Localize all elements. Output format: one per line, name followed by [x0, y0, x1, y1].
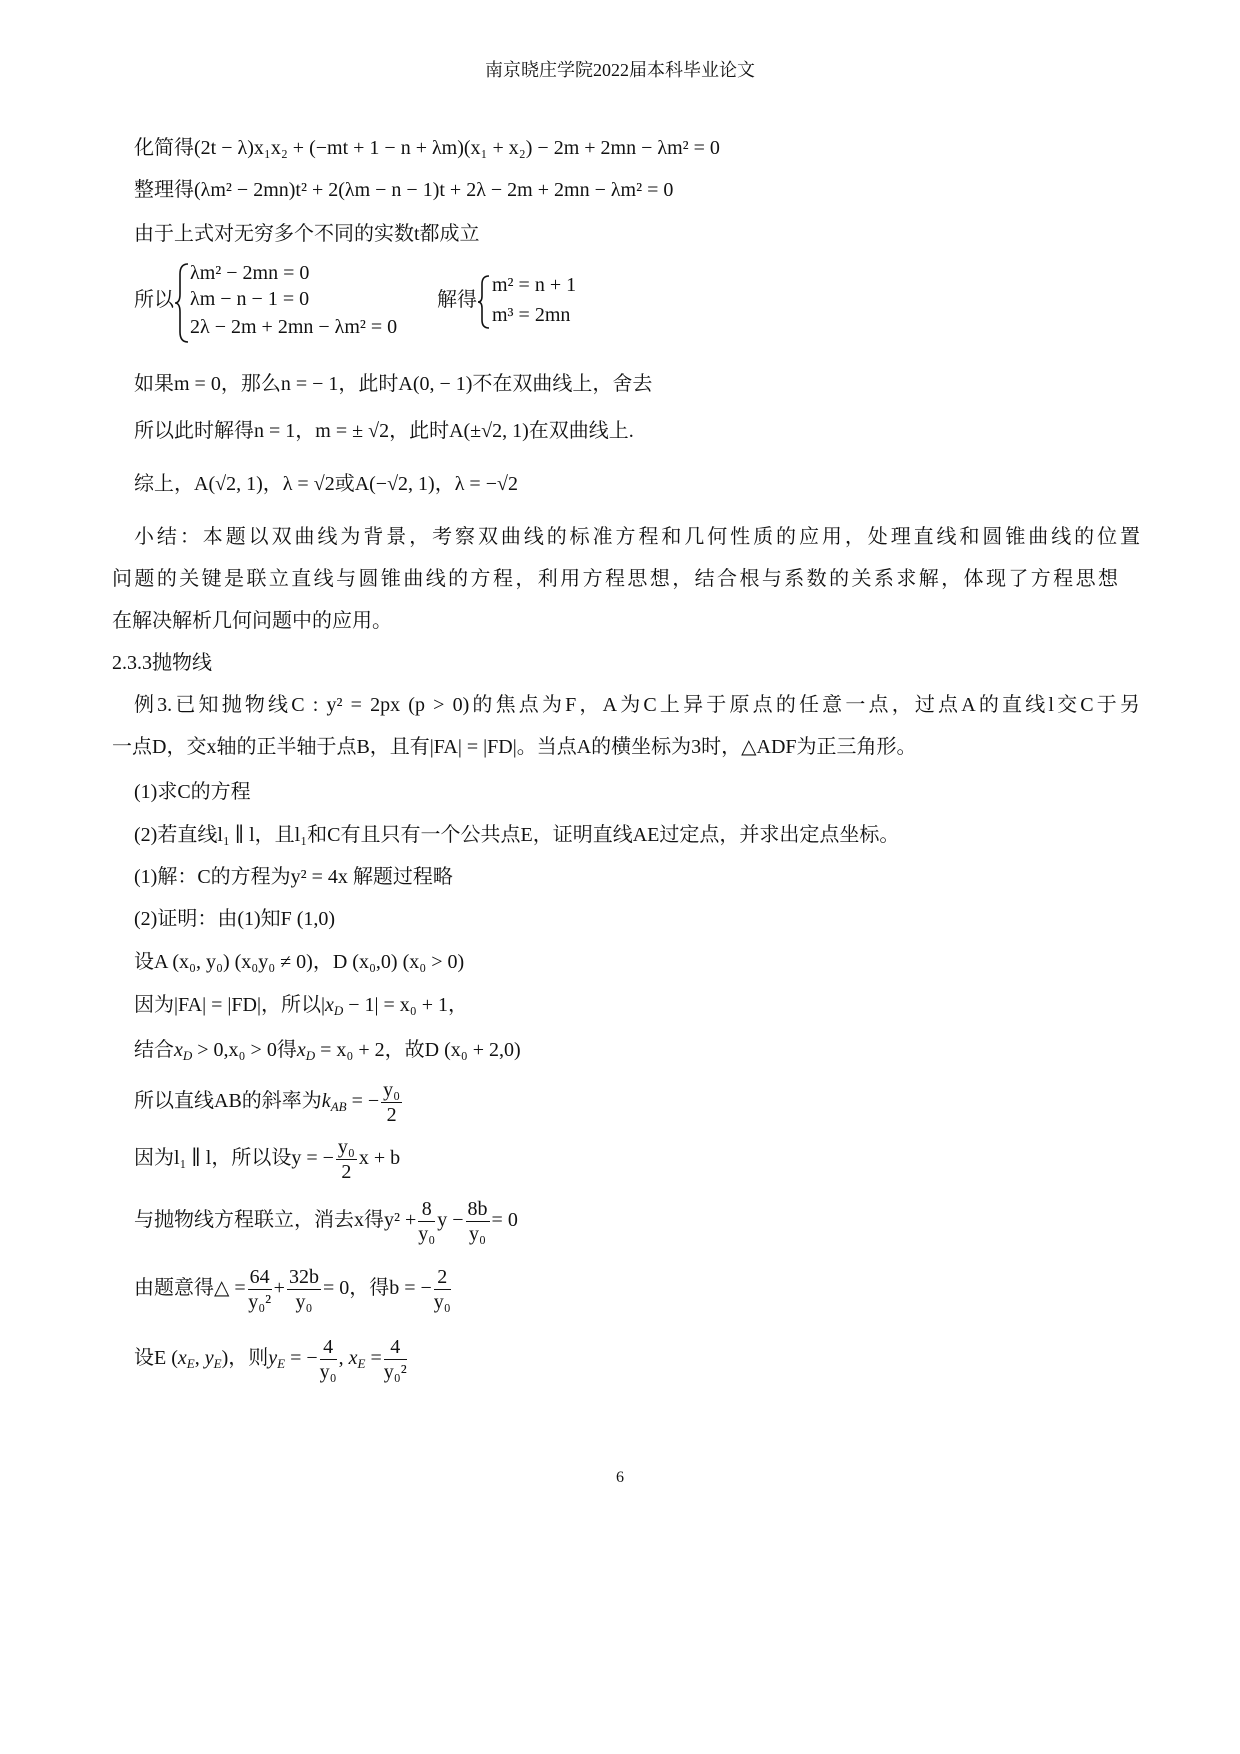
denominator: y₀: [433, 1291, 451, 1313]
fraction: [418, 1197, 435, 1246]
text-segment: 与抛物线方程联立，消去x得y² +: [134, 1209, 417, 1232]
subscripted-var: [325, 994, 343, 1016]
text-line: [134, 176, 673, 204]
text-segment: = 0，得b = −: [322, 1277, 432, 1300]
text-line: [112, 565, 1118, 593]
text-segment: 如果m = 0，那么n = − 1，此时A(0, − 1)不在双曲线上，舍去: [134, 373, 653, 395]
numerator: 64: [249, 1266, 270, 1288]
denominator: y₀: [469, 1223, 487, 1245]
text-segment: 设E (: [134, 1347, 178, 1370]
subscript: AB: [330, 1099, 347, 1115]
text-segment: = −: [346, 1090, 380, 1113]
left-brace-icon: [174, 262, 190, 344]
text-segment: 化简得(2t − λ)x₁x₂ + (−mt + 1 − n + λm)(x₁ + x₂) − 2m + 2mn − λm² = 0: [134, 137, 720, 159]
numerator: 32b: [288, 1266, 319, 1288]
text-line: [134, 470, 518, 498]
variable: y: [268, 1347, 278, 1370]
text-segment: =: [365, 1347, 382, 1370]
text-segment: (1)解：C的方程为y² = 4x 解题过程略: [134, 866, 453, 888]
running-header: 南京晓庄学院2022届本科毕业论文: [485, 60, 755, 80]
text-segment: 问题的关键是联立直线与圆锥曲线的方程，利用方程思想，结合根与系数的关系求解，体现了方程思想: [112, 568, 1118, 590]
page-number: 6: [616, 1469, 624, 1486]
text-line: [112, 649, 212, 677]
system-prefix: 所以: [134, 289, 174, 311]
variable: x: [177, 1347, 187, 1370]
subscripted-var: [204, 1347, 222, 1372]
text-segment: 小结：本题以双曲线为背景，考察双曲线的标准方程和几何性质的应用，处理直线和圆锥曲线的位置: [134, 526, 1140, 548]
subscript: D: [333, 1003, 344, 1018]
solve-prefix: 解得: [437, 289, 477, 311]
subscript: D: [182, 1048, 193, 1063]
fraction: [384, 1335, 407, 1384]
denominator: y₀²: [383, 1361, 407, 1383]
fraction: [381, 1078, 402, 1127]
text-segment: = x₀ + 2，故D (x₀ + 2,0): [315, 1039, 521, 1061]
subscript: E: [213, 1356, 222, 1372]
text-segment: 由题意得△ =: [134, 1277, 246, 1300]
subscript: E: [186, 1356, 195, 1372]
numerator: 8: [418, 1197, 435, 1222]
text-line: [134, 1036, 521, 1070]
text-segment: 2.3.3抛物线: [112, 652, 212, 674]
subscripted-var: [268, 1347, 286, 1372]
denominator: y₀: [295, 1291, 313, 1313]
text-segment: +: [273, 1277, 285, 1300]
subscripted-var: [174, 1039, 192, 1061]
text-line: [134, 134, 720, 162]
text-line: [134, 691, 1140, 719]
system-row: 2λ − 2m + 2mn − λm² = 0: [190, 316, 398, 338]
denominator: y₀: [418, 1223, 436, 1245]
text-segment: ,: [338, 1347, 349, 1370]
subscript: E: [357, 1356, 366, 1372]
text-segment: )，则: [221, 1347, 269, 1370]
variable: x: [296, 1039, 306, 1061]
subscripted-var: [348, 1347, 366, 1372]
text-line: [134, 991, 468, 1025]
text-line: [134, 523, 1140, 551]
text-segment: 结合: [134, 1039, 174, 1061]
text-segment: 因为|FA| = |FD|，所以|: [134, 994, 325, 1016]
denominator: y₀: [319, 1361, 337, 1383]
numerator: 8b: [467, 1198, 488, 1220]
text-line: [134, 1197, 518, 1246]
numerator: y₀: [383, 1079, 401, 1101]
variable: y: [204, 1347, 214, 1370]
text-segment: 综上，A(√2, 1)，λ = √2或A(−√2, 1)，λ = −√2: [134, 473, 518, 495]
text-segment: 在解决解析几何问题中的应用。: [112, 610, 392, 632]
subscripted-var: [177, 1347, 195, 1372]
text-line: [134, 863, 453, 891]
text-line: [134, 1078, 404, 1127]
left-brace-icon: [477, 274, 491, 330]
subscript: D: [305, 1048, 316, 1063]
text-segment: = −: [285, 1347, 318, 1370]
text-segment: y −: [437, 1209, 464, 1232]
fraction: [466, 1197, 490, 1246]
text-line: [134, 417, 634, 445]
text-line: [134, 948, 464, 976]
subscript: E: [277, 1356, 286, 1372]
variable: x: [174, 1039, 183, 1061]
numerator: y₀: [337, 1136, 355, 1158]
system-row: λm − n − 1 = 0: [190, 288, 310, 310]
text-line: [112, 733, 917, 761]
variable: x: [324, 994, 334, 1016]
text-line: [134, 778, 251, 806]
fraction: [336, 1135, 357, 1184]
fraction: [287, 1265, 321, 1314]
fraction: [320, 1335, 337, 1384]
text-line: [112, 607, 392, 635]
variable: x: [348, 1347, 358, 1370]
denominator: y₀²: [248, 1291, 272, 1313]
text-segment: − 1| = x₀ + 1，: [343, 994, 469, 1016]
text-line: [134, 220, 480, 248]
text-line: [134, 905, 335, 933]
fraction: [434, 1265, 451, 1314]
fraction: [248, 1265, 272, 1314]
text-segment: 例3.已知抛物线C : y² = 2px (p > 0)的焦点为F，A为C上异于原点的任意一点，过点A的直线l交C于另: [134, 694, 1140, 716]
text-segment: = 0: [491, 1209, 518, 1232]
denominator: 2: [341, 1161, 352, 1183]
numerator: 2: [434, 1265, 451, 1290]
system-row: λm² − 2mn = 0: [190, 262, 310, 284]
variable: k: [321, 1090, 331, 1113]
numerator: 4: [320, 1335, 337, 1360]
text-segment: 由于上式对无穷多个不同的实数t都成立: [134, 223, 480, 245]
text-segment: (1)求C的方程: [134, 781, 251, 803]
text-segment: 所以直线AB的斜率为: [134, 1090, 322, 1113]
text-line: [134, 1265, 453, 1314]
text-segment: (2)证明：由(1)知F (1,0): [134, 908, 336, 930]
solve-row: m² = n + 1: [492, 274, 577, 296]
text-segment: ,: [194, 1347, 205, 1370]
denominator: 2: [386, 1104, 397, 1126]
numerator: 4: [384, 1335, 407, 1360]
text-line: [134, 821, 899, 849]
text-segment: 所以此时解得n = 1，m = ± √2，此时A(±√2, 1)在双曲线上.: [134, 420, 634, 442]
text-segment: 整理得(λm² − 2mn)t² + 2(λm − n − 1)t + 2λ − 2m + 2mn − λm² = 0: [134, 179, 674, 201]
text-segment: 一点D，交x轴的正半轴于点B，且有|FA| = |FD|。当点A的横坐标为3时，△ADF为正三角形。: [112, 736, 917, 758]
subscripted-var: [321, 1090, 347, 1115]
text-segment: > 0,x₀ > 0得: [192, 1039, 297, 1061]
text-line: [134, 370, 652, 398]
text-line: [134, 1135, 400, 1184]
text-segment: x + b: [358, 1147, 401, 1170]
text-line: [134, 1335, 409, 1384]
text-segment: 因为l₁ ∥ l，所以设y = −: [134, 1147, 334, 1170]
equation-system: [134, 262, 734, 352]
text-segment: 设A (x₀, y₀) (x₀y₀ ≠ 0)，D (x₀,0) (x₀ > 0): [134, 951, 465, 973]
solve-row: m³ = 2mn: [492, 304, 571, 326]
text-segment: (2)若直线l₁ ∥ l，且l₁和C有且只有一个公共点E，证明直线AE过定点，并求出定点坐标。: [134, 824, 900, 846]
subscripted-var: [297, 1039, 315, 1061]
